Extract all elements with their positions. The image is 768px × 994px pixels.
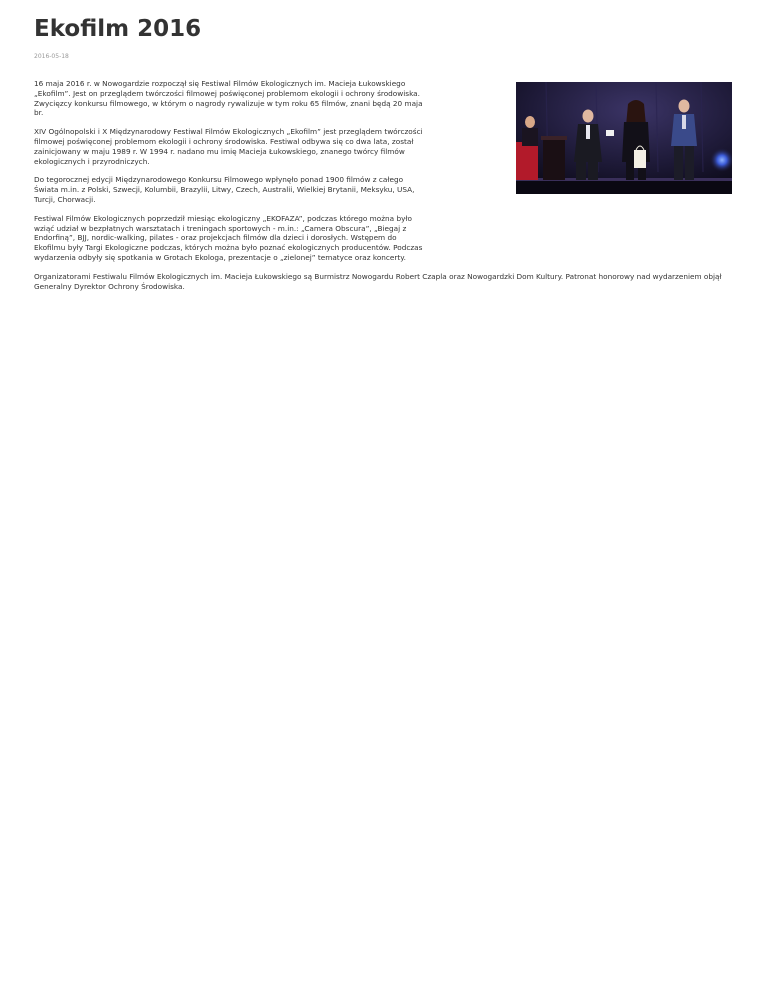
festival-photo: [516, 82, 732, 194]
article-paragraph: 16 maja 2016 r. w Nowogardzie rozpoczął się Festiwal Filmów Ekologicznych im. Macieja Łukowskiego „Ekofilm”. Jest on przeglądem twórczości filmowej poświęconej problemom ekologii i ochrony środowiska. Zwycięzcy konkursu filmowego, w którym o nagrody rywalizuje w tym roku 65 filmów, znani będą 20 maja br.: [34, 79, 423, 118]
article-title: Ekofilm 2016: [34, 16, 202, 42]
article-paragraph: XIV Ogólnopolski i X Międzynarodowy Festiwal Filmów Ekologicznych „Ekofilm” jest przeglądem twórczości filmowej poświęconej problemom ekologii i ochrony środowiska. Festiwal odbywa się co dwa lata, został zainicjowany w maju 1989 r. W 1994 r. nadano mu imię Macieja Łukowskiego, znanego twórcy filmów ekologicznych i przyrodniczych.: [34, 127, 423, 166]
article-paragraph: Organizatorami Festiwalu Filmów Ekologicznych im. Macieja Łukowskiego są Burmistrz Nowogardu Robert Czapla oraz Nowogardzki Dom Kultury. Patronat honorowy nad wydarzeniem objął Generalny Dyrektor Ochrony Środowiska.: [34, 271, 722, 291]
article-paragraph: Festiwal Filmów Ekologicznych poprzedził miesiąc ekologiczny „EKOFAZA”, podczas którego można było wziąć udział w bezpłatnych warsztatach i treningach sportowych - m.in.: „Camera Obscura”, „Biegaj z Endorfiną”, BJJ, nordic-walking, pilates - oraz projekcjach filmów dla dzieci i dorosłych. Wstępem do Ekofilmu były Targi Ekologiczne podczas, których można było poznać ekologicznych producentów. Podczas wydarzenia odbyły się spotkania w Grotach Ekologa, prezentacje o „zielonej” tematyce oraz koncerty.: [34, 213, 423, 262]
article-paragraph: Do tegorocznej edycji Międzynarodowego Konkursu Filmowego wpłynęło ponad 1900 filmów z całego Świata m.in. z Polski, Szwecji, Kolumbii, Brazylii, Litwy, Czech, Australii, Wielkiej Brytanii, Meksyku, USA, Turcji, Chorwacji.: [34, 175, 415, 204]
article: [34, 14, 734, 300]
article-content: [34, 79, 734, 291]
article-date: 2016-05-18: [34, 53, 69, 60]
